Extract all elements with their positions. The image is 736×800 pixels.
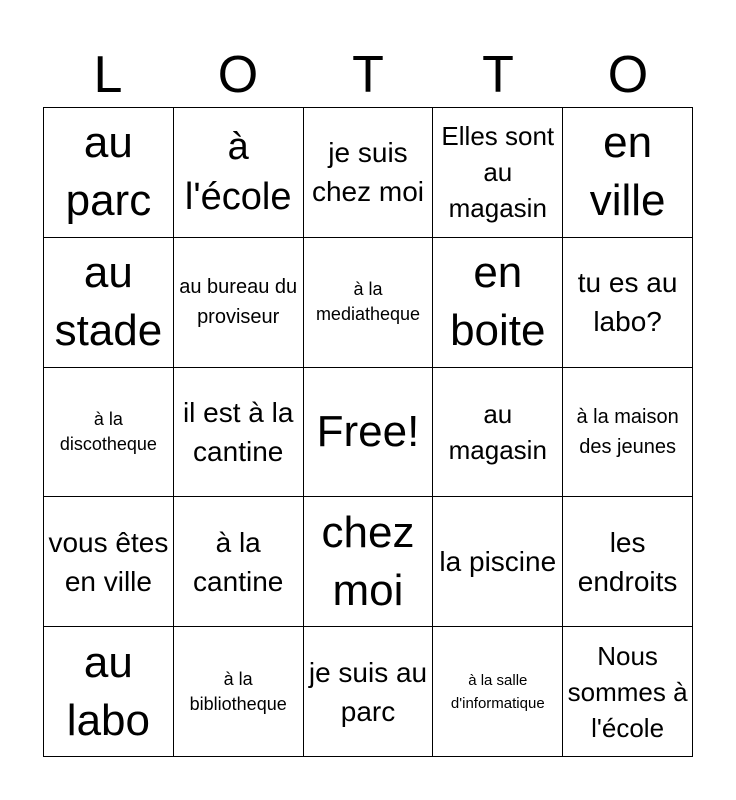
cell-text: vous êtes en ville xyxy=(48,526,169,597)
board-cell[interactable] xyxy=(174,108,304,238)
free-space-text: Free! xyxy=(316,406,420,456)
cell-text: la piscine xyxy=(439,546,557,578)
free-space-cell[interactable] xyxy=(304,368,434,498)
board-cell[interactable] xyxy=(174,627,304,757)
board-cell[interactable] xyxy=(44,238,174,368)
cell-text: en boite xyxy=(450,248,546,356)
cell-text: les endroits xyxy=(577,526,678,597)
header-letter-t: T xyxy=(352,46,384,104)
board-cell[interactable] xyxy=(174,368,304,498)
cell-text: à la salle d'informatique xyxy=(450,671,545,712)
cell-text: à la maison des jeunes xyxy=(576,405,679,458)
board-cell[interactable] xyxy=(44,497,174,627)
board-cell[interactable] xyxy=(433,497,563,627)
lotto-header xyxy=(43,42,693,108)
board-cell[interactable] xyxy=(433,238,563,368)
cell-text: au magasin xyxy=(448,398,547,465)
cell-text: tu es au labo? xyxy=(577,267,678,338)
header-letter-t-2: T xyxy=(482,46,514,104)
cell-text: chez moi xyxy=(321,507,415,615)
cell-text: en ville xyxy=(589,118,666,226)
board-cell[interactable] xyxy=(304,497,434,627)
cell-text: à la bibliotheque xyxy=(189,668,287,714)
cell-text: au bureau du proviseur xyxy=(179,276,298,329)
cell-text: Nous sommes à l'école xyxy=(567,640,688,743)
header-letter-o: O xyxy=(217,46,259,104)
board-cell[interactable] xyxy=(174,497,304,627)
board-cell[interactable] xyxy=(304,108,434,238)
board-cell[interactable] xyxy=(304,627,434,757)
cell-text: à la mediatheque xyxy=(315,279,421,325)
board-cell[interactable] xyxy=(433,368,563,498)
header-letter-o-2: O xyxy=(607,46,649,104)
board-cell[interactable] xyxy=(44,368,174,498)
board-cell[interactable] xyxy=(563,627,693,757)
cell-text: à l'école xyxy=(184,126,292,219)
cell-text: il est à la cantine xyxy=(182,396,294,467)
lotto-board xyxy=(43,107,693,757)
board-cell[interactable] xyxy=(563,238,693,368)
board-cell[interactable] xyxy=(433,108,563,238)
cell-text: à la discotheque xyxy=(59,408,157,454)
board-cell[interactable] xyxy=(563,368,693,498)
board-cell[interactable] xyxy=(174,238,304,368)
board-cell[interactable] xyxy=(563,108,693,238)
cell-text: Elles sont au magasin xyxy=(441,121,555,224)
board-cell[interactable] xyxy=(44,108,174,238)
board-cell[interactable] xyxy=(44,627,174,757)
cell-text: je suis au parc xyxy=(308,656,428,727)
board-cell[interactable] xyxy=(304,238,434,368)
cell-text: au parc xyxy=(65,118,152,226)
cell-text: au stade xyxy=(54,248,163,356)
board-cell[interactable] xyxy=(433,627,563,757)
header-letter-l: L xyxy=(93,46,123,104)
board-cell[interactable] xyxy=(563,497,693,627)
cell-text: à la cantine xyxy=(193,526,284,597)
cell-text: au labo xyxy=(66,637,150,745)
cell-text: je suis chez moi xyxy=(311,137,425,208)
